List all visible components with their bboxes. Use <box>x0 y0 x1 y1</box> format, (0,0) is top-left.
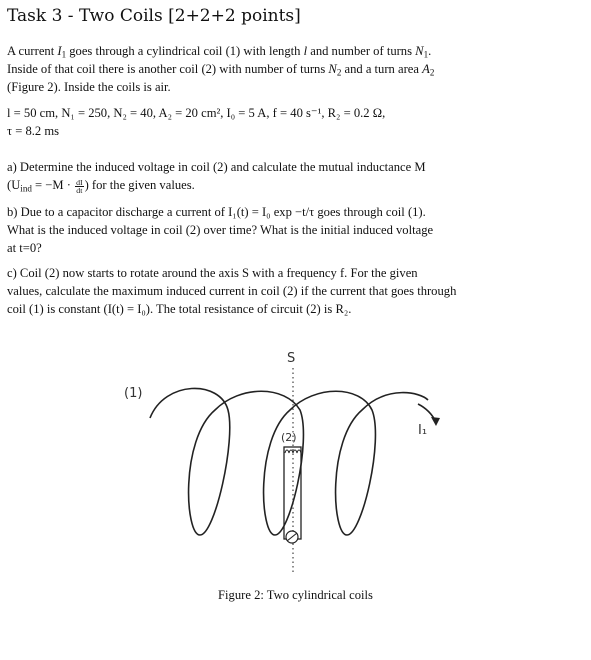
part-a-line-2 <box>7 176 567 194</box>
sub-2: 2 <box>429 67 435 78</box>
sub-2: 2 <box>336 67 342 78</box>
intro-paragraph <box>7 42 567 97</box>
values-line-1: l = 50 cm, N₁ = 250, N₂ = 40, A₂ = 20 cm², I₀ = 5 A, f = 40 s⁻¹, R₂ = 0.2 Ω, <box>7 106 386 120</box>
axis-label: S <box>287 351 296 366</box>
derivative-fraction <box>75 179 84 194</box>
intro-line-2 <box>7 60 567 78</box>
values-line-2: τ = 8.2 ms <box>7 124 60 139</box>
fraction-denominator: dt <box>76 185 83 195</box>
sub-ind: ind <box>20 183 32 194</box>
intro-text: A current <box>7 44 58 58</box>
part-c-line-3: coil (1) is constant (I(t) = I₀). The total resistance of circuit (2) is R₂. <box>7 302 352 317</box>
intro-text: and number of turns <box>307 44 416 58</box>
part-c-line-2: values, calculate the maximum induced current in coil (2) if the current that goes through <box>7 284 457 299</box>
part-a <box>7 158 567 194</box>
task-title: Task 3 - Two Coils [2+2+2 points] <box>7 6 301 26</box>
intro-line-1 <box>7 42 567 60</box>
sub-1: 1 <box>61 49 67 60</box>
part-c-line-1: c) Coil (2) now starts to rotate around the axis S with a frequency f. For the given <box>7 266 418 280</box>
part-b <box>7 203 567 258</box>
arrow-head-icon <box>431 417 440 426</box>
part-c <box>7 264 567 319</box>
given-values <box>7 104 567 140</box>
coil-1-label: (1) <box>124 386 143 401</box>
part-b-line-2: What is the induced voltage in coil (2) over time? What is the initial induced voltage <box>7 223 434 238</box>
coil-figure <box>0 330 591 620</box>
intro-text: goes through a cylindrical coil (1) with length <box>66 44 304 58</box>
intro-text: Inside of that coil there is another coil (2) with number of turns <box>7 62 329 77</box>
part-b-line-1: b) Due to a capacitor discharge a current of I₁(t) = I₀ exp −t/τ goes through coil (1). <box>7 205 426 219</box>
intro-text: and a turn area <box>341 62 423 77</box>
coil-2-label: (2) <box>281 431 297 444</box>
part-a-text: = −M · <box>31 178 75 193</box>
var-A: A <box>422 62 430 77</box>
fraction-numerator: dI <box>76 177 83 187</box>
part-b-line-3: at t=0? <box>7 241 42 256</box>
part-a-text: ) for the given values. <box>84 178 195 193</box>
figure-caption: Figure 2: Two cylindrical coils <box>218 588 373 602</box>
intro-line-3: (Figure 2). Inside the coils is air. <box>7 80 171 95</box>
sub-1: 1 <box>423 49 429 60</box>
var-N: N <box>415 44 424 58</box>
var-l: l <box>303 44 308 58</box>
current-label: I₁ <box>418 423 428 438</box>
coil-2-body <box>284 447 301 539</box>
var-N: N <box>328 62 337 77</box>
coil-1-helix <box>150 388 428 535</box>
var-I: I <box>57 44 62 58</box>
part-a-line-1: a) Determine the induced voltage in coil (2) and calculate the mutual inductance M <box>7 160 426 174</box>
intro-text: . <box>428 44 432 58</box>
part-a-text: (U <box>7 178 21 193</box>
